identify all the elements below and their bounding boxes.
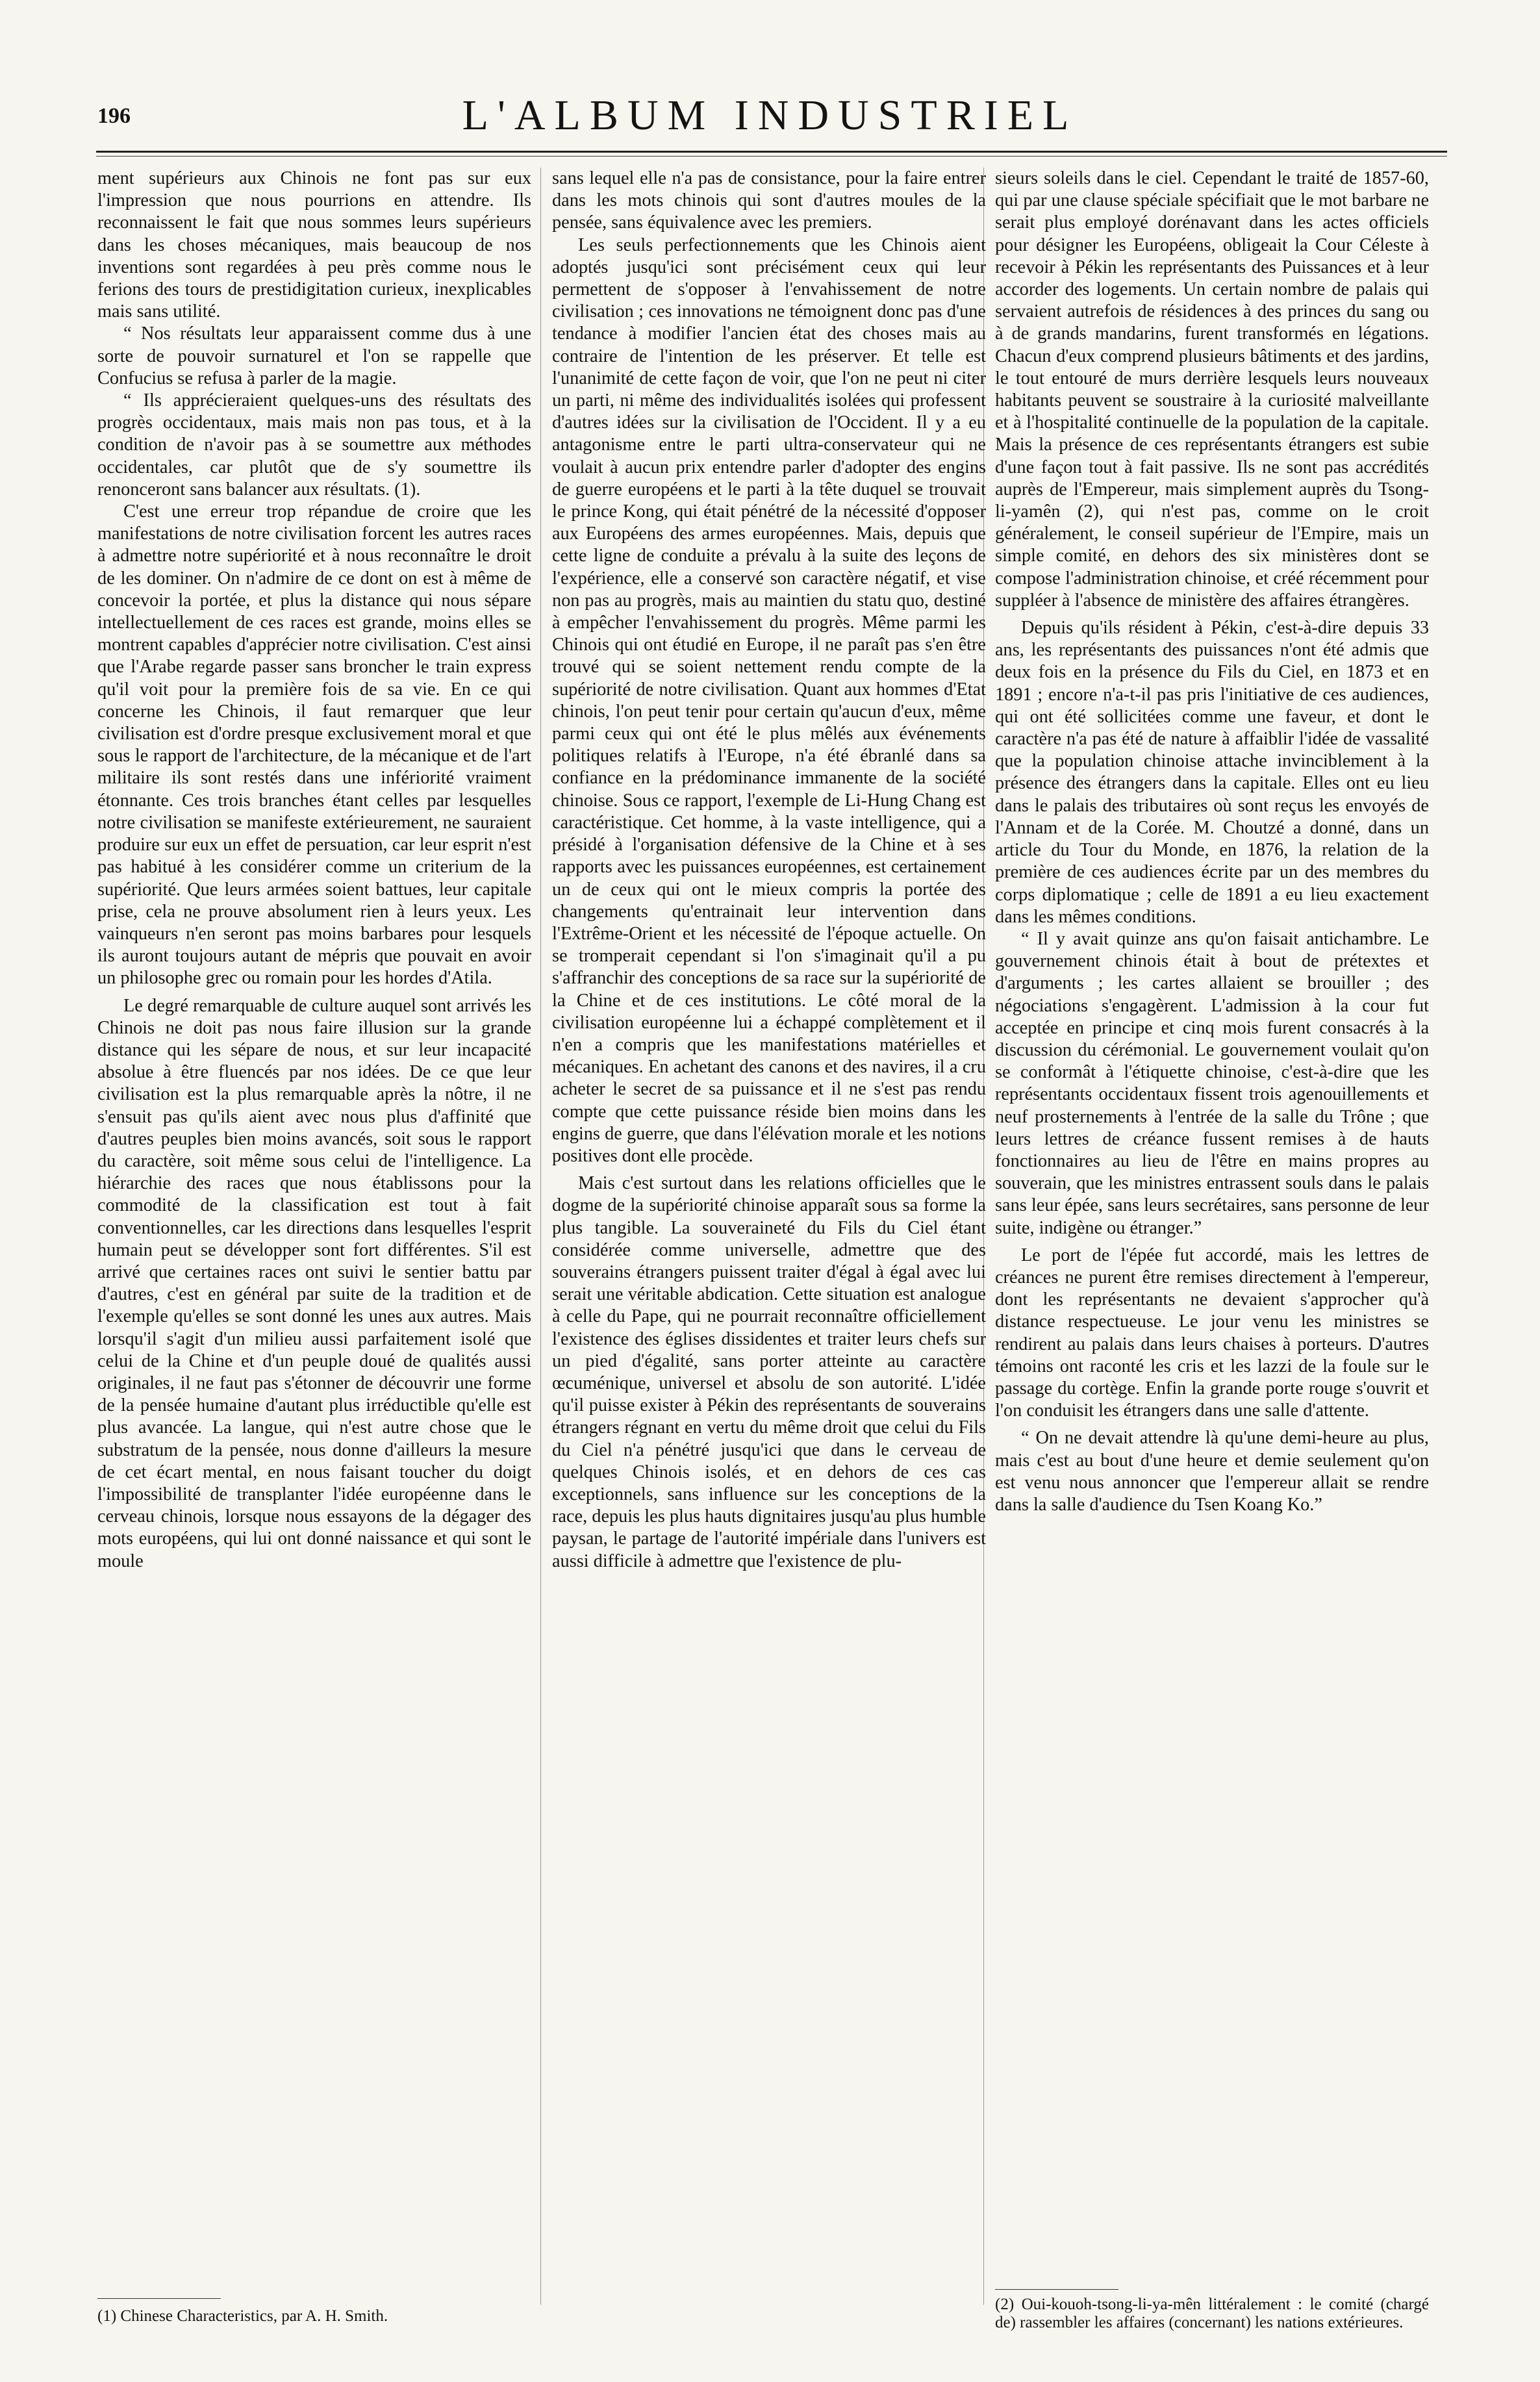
paragraph: C'est une erreur trop répandue de croire que les manifestations de notre civilisation forcent les autres races à admettre notre supériorité et à nous reconnaître le droit de les dominer. On n'admire de ce dont on est à même de concevoir la portée, et plus la distance qui nous sépare intellectuellement de ces races est grande, moins elles se montrent capables d'apprécier notre civilisation. C'est ainsi que l'Arabe regarde passer sans broncher le train express qu'il voit pour la première fois de sa vie. En ce qui concerne les Chinois, il faut remarquer que leur civilisation est d'ordre presque exclusivement moral et que sous le rapport de l'architecture, de la mécanique et de l'art militaire ils sont restés dans une infériorité vraiment étonnante. Ces trois branches étant celles par lesquelles notre civilisation se manifeste extérieurement, ne sauraient produire sur eux un effet de persuation, car leur esprit n'est pas habitué à les considérer comme un criterium de la supériorité. Que leurs armées soient battues, leur capitale prise, cela ne prouve absolument rien à leurs yeux. Les vainqueurs n'en seront pas moins barbares pour lesquels ils auront toujours autant de mépris que pouvait en avoir un philosophe grec ou romain pour les hordes d'Atila.: [97, 501, 531, 989]
text-column-2: [552, 168, 986, 1573]
paragraph: “ On ne devait attendre là qu'une demi-heure au plus, mais c'est au bout d'une heure et demie seulement qu'on est venu nous annoncer que l'empereur allait se rendre dans la salle d'audience du Tsen Koang Ko.”: [995, 1428, 1429, 1515]
paragraph: Depuis qu'ils résident à Pékin, c'est-à-dire depuis 33 ans, les représentants des puissances n'ont été admis que deux fois en la présence du Fils du Ciel, en 1873 et en 1891 ; encore n'a-t-il pas pris l'initiative de ces audiences, qui ont été sollicitées comme une faveur, et dont le caractère n'a pas été de nature à affaiblir l'idée de vassalité que la population chinoise attache invinciblement à la présence des étrangers dans la capitale. Elles ont eu lieu dans le palais des tributaires où sont reçus les envoyés de l'Annam et de la Corée. M. Choutzé a donné, dans un article du Tour du Monde, en 1876, la relation de la première de ces audiences écrite par un des membres du corps diplomatique ; celle de 1891 a eu lieu exactement dans les mêmes conditions.: [995, 618, 1429, 927]
column-divider: [540, 168, 541, 2305]
header-rule-thin: [96, 156, 1447, 157]
journal-title: L'ALBUM INDUSTRIEL: [462, 92, 1078, 139]
paragraph: Le degré remarquable de culture auquel sont arrivés les Chinois ne doit pas nous faire illusion sur la grande distance qui les sépare de nous, et sur leur incapacité absolue à être fluencés par nos idées. De ce que leur civilisation est la plus remarquable après la nôtre, il ne s'ensuit pas qu'ils aient avec nous plus d'affinité que d'autres peuples bien moins avancés, soit sous le rapport du caractère, soit même sous celui de l'intelligence. La hiérarchie des races que nous établissons pour la commodité de la classification est tout à fait conventionnelles, car les directions dans lesquelles l'esprit humain peut se développer sont fort différentes. S'il est arrivé que certaines races ont suivi le sentier battu par d'autres, c'est en général par suite de la tradition et de l'exemple qu'elles se sont donné les unes aux autres. Mais lorsqu'il s'agit d'un milieu aussi parfaitement isolé que celui de la Chine et d'un peuple doué de qualités aussi originales, il ne faut pas s'étonner de découvrir une forme de la pensée humaine d'autant plus irréductible qu'elle est plus avancée. La langue, qui n'est autre chose que le substratum de la pensée, nous donne d'ailleurs la mesure de cet écart mental, en nous faisant toucher du doigt l'impossibilité de transplanter l'idée européenne dans le cerveau chinois, lorsque nous essayons de la dégager des mots européens, qui lui ont donné naissance et qui sont le moule: [97, 995, 531, 1571]
paragraph: sans lequel elle n'a pas de consistance, pour la faire entrer dans les mots chinois qui sont d'autres moules de la pensée, sans équivalence avec les premiers.: [552, 168, 986, 233]
footnote: (1) Chinese Characteristics, par A. H. Smith.: [97, 2307, 388, 2325]
paragraph: Le port de l'épée fut accordé, mais les lettres de créances ne purent être remises directement à l'empereur, dont les représentants ne devaient s'approcher qu'à distance respectueuse. Le jour venu les ministres se rendirent au palais dans leurs chaises à porteurs. D'autres témoins ont raconté les cris et les lazzi de la foule sur le passage du cortège. Enfin la grande porte rouge s'ouvrit et l'on conduisit les étrangers dans une salle d'attente.: [995, 1245, 1429, 1421]
paragraph: ment supérieurs aux Chinois ne font pas sur eux l'impression que nous pourrions en attendre. Ils reconnaissent le fait que nous sommes leurs supérieurs dans les choses mécaniques, mais beaucoup de nos inventions sont regardées à peu près comme nous le ferions des tours de prestidigitation curieux, inexplicables mais sans utilité.: [97, 168, 531, 322]
paragraph: sieurs soleils dans le ciel. Cependant le traité de 1857-60, qui par une clause spéciale spécifiait que le mot barbare ne serait plus employé dorénavant dans les actes officiels pour désigner les Européens, obligeait la Cour Céleste à recevoir à Pékin les représentants des Puissances et à leur accorder des logements. Un certain nombre de palais qui servaient autrefois de résidences à des princes du sang ou à de grands mandarins, furent transformés en légations. Chacun d'eux comprend plusieurs bâtiments et des jardins, le tout entouré de murs derrière lesquels leurs nouveaux habitants peuvent se soustraire à la curiosité malveillante et à l'hospitalité continuelle de la population de la capitale. Mais la présence de ces représentants étrangers est subie d'une façon tout à fait passive. Ils ne sont pas accrédités auprès de l'Empereur, mais simplement auprès du Tsong-li-yamên (2), qui n'est pas, comme on le croit généralement, le conseil supérieur de l'Empire, mais un simple comité, en dehors des six ministères dont se compose l'administration chinoise, et créé récemment pour suppléer à l'absence de ministère des affaires étrangères.: [995, 168, 1429, 611]
paragraph: “ Il y avait quinze ans qu'on faisait antichambre. Le gouvernement chinois était à bout de prétextes et d'arguments ; les cartes allaient se brouiller ; des négociations s'engagèrent. L'admission à la cour fut acceptée en principe et cinq mois furent consacrés à la discussion du cérémonial. Le gouvernement voulait qu'on se conformât à l'étiquette chinoise, c'est-à-dire que les représentants occidentaux fissent trois agenouillements et neuf prosternements à l'entrée de la salle du Trône ; que leurs lettres de créance fussent remises à de hauts fonctionnaires au lieu de l'être en mains propres au souverain, que les ministres entrassent souls dans le palais sans leur épée, sans leurs secrétaires, sans personne de leur suite, indigène ou étranger.”: [995, 928, 1429, 1238]
page-number: 196: [97, 104, 131, 128]
header-rule: [96, 151, 1447, 153]
footnote-rule: [995, 2289, 1118, 2290]
footnote-rule: [97, 2298, 221, 2299]
paragraph: “ Nos résultats leur apparaissent comme dus à une sorte de pouvoir surnaturel et l'on se rappelle que Confucius se refusa à parler de la magie.: [97, 323, 531, 388]
paragraph: Mais c'est surtout dans les relations officielles que le dogme de la supériorité chinoise apparaît sous sa forme la plus tangible. La souveraineté du Fils du Ciel étant considérée comme universelle, admettre que des souverains étrangers puissent traiter d'égal à égal avec lui serait une véritable abdication. Cette situation est analogue à celle du Pape, qui ne pourrait reconnaître officiellement l'existence des églises dissidentes et traiter leurs chefs sur un pied d'égalité, sans porter atteinte au caractère œcuménique, universel et absolu de son autorité. L'idée qu'il puisse exister à Pékin des représentants de souverains étrangers régnant en vertu du même droit que celui du Fils du Ciel n'a pénétré jusqu'ici que dans le cerveau de quelques Chinois isolés, et en dehors de ces cas exceptionnels, sans influence sur les conceptions de la race, depuis les plus hauts dignitaires jusqu'au plus humble paysan, le partage de l'autorité impériale dans l'univers est aussi difficile à admettre que l'existence de plu-: [552, 1173, 986, 1571]
footnote: (2) Oui-kouoh-tsong-li-ya-mên littéralement : le comité (chargé de) rassembler les affaires (concernant) les nations extérieures.: [995, 2296, 1429, 2331]
text-column-1: [97, 168, 531, 1573]
paragraph: “ Ils apprécieraient quelques-uns des résultats des progrès occidentaux, mais mais non pas tous, et à la condition de n'avoir pas à se soumettre aux méthodes occidentales, car plutôt que de s'y soumettre ils renonceront sans balancer aux résultats. (1).: [97, 390, 531, 500]
paragraph: Les seuls perfectionnements que les Chinois aient adoptés jusqu'ici sont précisément ceux qui leur permettent de s'opposer à l'envahissement de notre civilisation ; ces innovations ne témoignent donc pas d'une tendance à modifier l'ancien état des choses mais au contraire de l'intention de les préserver. Et telle est l'unanimité de cette façon de voir, que l'on ne peut ni citer un parti, ni même des individualités isolées qui professent d'autres idées sur la civilisation de l'Occident. Il y a eu antagonisme entre le parti ultra-conservateur qui ne voulait à aucun prix entendre parler d'adopter des engins de guerre européens et le parti à la tête duquel se trouvait le prince Kong, qui était pénétré de la nécessité d'opposer aux Européens des armes européennes. Mais, depuis que cette ligne de conduite a prévalu à la suite des leçons de l'expérience, elle a conservé son caractère négatif, et vise non pas au progrès, mais au maintien du statu quo, destiné à empêcher l'envahissement du progrès. Même parmi les Chinois qui ont étudié en Europe, il ne paraît pas s'en être trouvé qui se soient nettement rendu compte de la supériorité de notre civilisation. Quant aux hommes d'Etat chinois, l'on peut tenir pour certain qu'aucun d'eux, même parmi ceux qui ont été le plus mêlés aux événements politiques relatifs à l'Europe, n'a été ébranlé dans sa confiance en la prédominance immanente de la société chinoise. Sous ce rapport, l'exemple de Li-Hung Chang est caractéristique. Cet homme, à la vaste intelligence, qui a présidé à l'organisation défensive de la Chine et à ses rapports avec les puissances européennes, est certainement un de ceux qui ont le mieux compris la portée des changements qu'entrainait leur intervention dans l'Extrême-Orient et les nécessité de l'époque actuelle. On se tromperait cependant si l'on s'imaginait qu'il a pu s'affranchir des conceptions de sa race sur la supériorité de la Chine et de ces institutions. Le côté moral de la civilisation européenne lui a échappé complètement et il n'en a compris que les manifestations matérielles et mécaniques. En achetant des canons et des navires, il a cru acheter le secret de sa puissance et il ne s'est pas rendu compte que cette puissance réside bien moins dans les engins de guerre, que dans l'élévation morale et les notions positives dont elle procède.: [552, 234, 986, 1166]
text-column-3: [995, 168, 1429, 1516]
